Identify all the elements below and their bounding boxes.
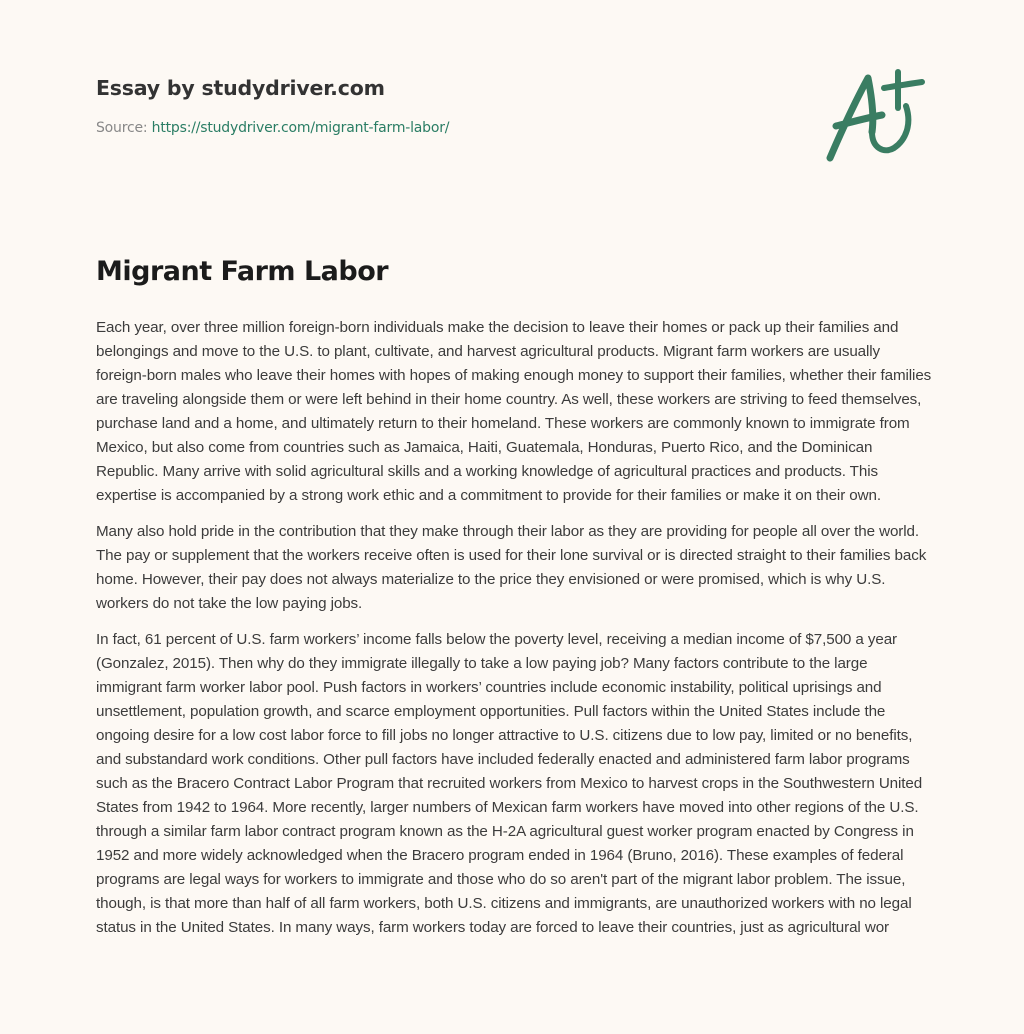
essay-body	[96, 316, 932, 952]
source-link[interactable]: https://studydriver.com/migrant-farm-labor/	[151, 120, 450, 136]
brand-title: Essay by studydriver.com	[96, 76, 385, 100]
source-label: Source:	[96, 120, 152, 136]
page-header	[96, 76, 449, 136]
a-plus-grade-icon	[822, 68, 928, 164]
essay-title: Migrant Farm Labor	[96, 256, 389, 287]
essay-paragraph: Many also hold pride in the contribution that they make through their labor as they are providing for people all over the world. The pay or supplement that the workers receive often is used for their lone survival or is directed straight to their families back home. However, their pay does not always materialize to the price they envisioned or were promised, which is why U.S. workers do not take the low paying jobs.	[96, 523, 927, 612]
essay-paragraph: Each year, over three million foreign-born individuals make the decision to leave their homes or pack up their families and belongings and move to the U.S. to plant, cultivate, and harvest agricultural products. Migrant farm workers are usually foreign-born males who leave their homes with hopes of making enough money to support their families, whether their families are traveling alongside them or were left behind in their home country. As well, these workers are striving to feed themselves, purchase land and a home, and ultimately return to their homeland. These workers are commonly known to immigrate from Mexico, but also come from countries such as Jamaica, Haiti, Guatemala, Honduras, Puerto Rico, and the Dominican Republic. Many arrive with solid agricultural skills and a working knowledge of agricultural practices and products. This expertise is accompanied by a strong work ethic and a commitment to provide for their families or make it on their own.	[96, 319, 932, 504]
essay-paragraph: In fact, 61 percent of U.S. farm workers’ income falls below the poverty level, receiving a median income of $7,500 a year (Gonzalez, 2015). Then why do they immigrate illegally to take a low paying job? Many factors contribute to the large immigrant farm worker labor pool. Push factors in workers’ countries include economic instability, political uprisings and unsettlement, population growth, and scarce employment opportunities. Pull factors within the United States include the ongoing desire for a low cost labor force to fill jobs no longer attractive to U.S. citizens due to low pay, limited or no benefits, and substandard work conditions. Other pull factors have included federally enacted and administered farm labor programs such as the Bracero Contract Labor Program that recruited workers from Mexico to harvest crops in the Southwestern United States from 1942 to 1964. More recently, larger numbers of Mexican farm workers have moved into other regions of the U.S. through a similar farm labor contract program known as the H-2A agricultural guest worker program enacted by Congress in 1952 and more widely acknowledged when the Bracero program ended in 1964 (Bruno, 2016). These examples of federal programs are legal ways for workers to immigrate and those who do so aren't part of the migrant labor problem. The issue, though, is that more than half of all farm workers, both U.S. citizens and immigrants, are unauthorized workers with no legal status in the United States. In many ways, farm workers today are forced to leave their countries, just as agricultural wor	[96, 631, 923, 936]
source-line	[96, 120, 449, 136]
